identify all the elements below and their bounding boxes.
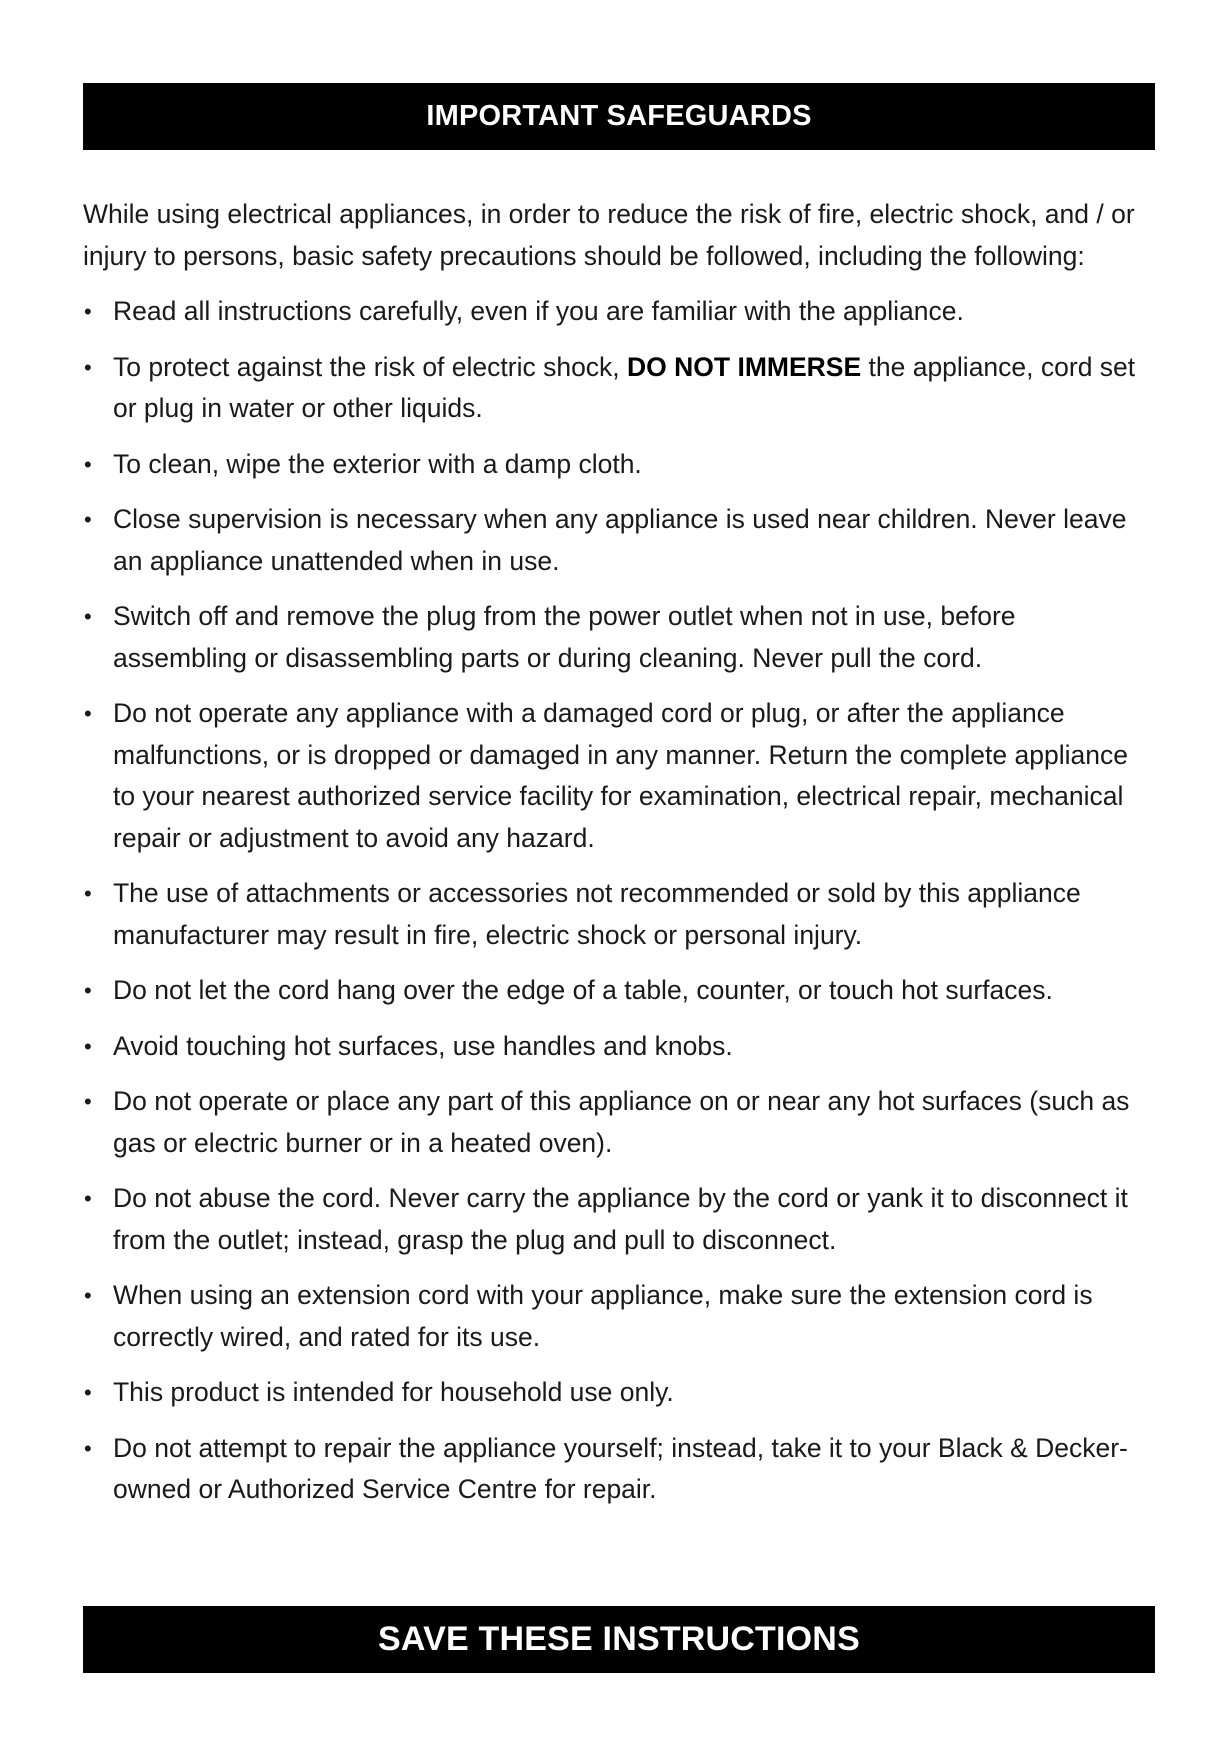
- list-item: • Do not operate or place any part of this appliance on or near any hot surfaces (such as gas or electric burner or in a heated oven).: [83, 1081, 1155, 1164]
- safeguards-page: [83, 83, 1155, 1525]
- list-item: • When using an extension cord with your appliance, make sure the extension cord is correctly wired, and rated for its use.: [83, 1275, 1155, 1358]
- footer-title: SAVE THESE INSTRUCTIONS: [378, 1620, 860, 1658]
- bullet-icon: •: [84, 881, 92, 906]
- list-item: • Switch off and remove the plug from the power outlet when not in use, before assembling or disassembling parts or during cleaning. Never pull the cord.: [83, 596, 1155, 679]
- do-not-immerse-warning: DO NOT IMMERSE: [627, 351, 862, 382]
- list-item: • Avoid touching hot surfaces, use handles and knobs.: [83, 1026, 1155, 1068]
- header-banner: [83, 83, 1155, 150]
- list-item: • To clean, wipe the exterior with a damp cloth.: [83, 444, 1155, 486]
- bullet-icon: •: [84, 1380, 92, 1405]
- footer-banner: [83, 1606, 1155, 1673]
- header-title: IMPORTANT SAFEGUARDS: [426, 100, 812, 132]
- bullet-icon: •: [84, 978, 92, 1003]
- list-item: • This product is intended for household use only.: [83, 1372, 1155, 1414]
- bullet-icon: •: [84, 1283, 92, 1308]
- safety-rules-list: [83, 291, 1155, 1511]
- bullet-icon: •: [84, 701, 92, 726]
- bullet-icon: •: [84, 1033, 92, 1059]
- bullet-icon: •: [84, 604, 92, 629]
- list-item: • To protect against the risk of electric shock, DO NOT IMMERSE the appliance, cord set or plug in water or other liquids.: [83, 347, 1155, 430]
- list-item: • Close supervision is necessary when any appliance is used near children. Never leave an appliance unattended when in use.: [83, 499, 1155, 582]
- bullet-icon: •: [84, 1089, 92, 1114]
- intro-paragraph: While using electrical appliances, in order to reduce the risk of fire, electric shock, and / or injury to persons, basic safety precautions should be followed, including the following:: [83, 199, 1135, 271]
- bullet-icon: •: [84, 299, 92, 324]
- list-item: • Do not abuse the cord. Never carry the appliance by the cord or yank it to disconnect it from the outlet; instead, grasp the plug and pull to disconnect.: [83, 1178, 1155, 1261]
- bullet-icon: •: [84, 507, 92, 532]
- bullet-icon: •: [84, 451, 92, 477]
- bullet-icon: •: [84, 354, 92, 380]
- bullet-icon: •: [84, 1186, 92, 1211]
- list-item: • Do not let the cord hang over the edge of a table, counter, or touch hot surfaces.: [83, 970, 1155, 1012]
- bullet-icon: •: [84, 1435, 92, 1461]
- list-item: • Do not operate any appliance with a damaged cord or plug, or after the appliance malfunctions, or is dropped or damaged in any manner. Return the complete appliance to your nearest authorized service facility for examination, electrical repair, mechanical repair or adjustment to avoid any hazard.: [83, 693, 1155, 859]
- list-item: • The use of attachments or accessories not recommended or sold by this appliance manufacturer may result in fire, electric shock or personal injury.: [83, 873, 1155, 956]
- list-item: • Do not attempt to repair the appliance yourself; instead, take it to your Black & Decker-owned or Authorized Service Centre for repair.: [83, 1428, 1155, 1511]
- list-item: • Read all instructions carefully, even if you are familiar with the appliance.: [83, 291, 1155, 333]
